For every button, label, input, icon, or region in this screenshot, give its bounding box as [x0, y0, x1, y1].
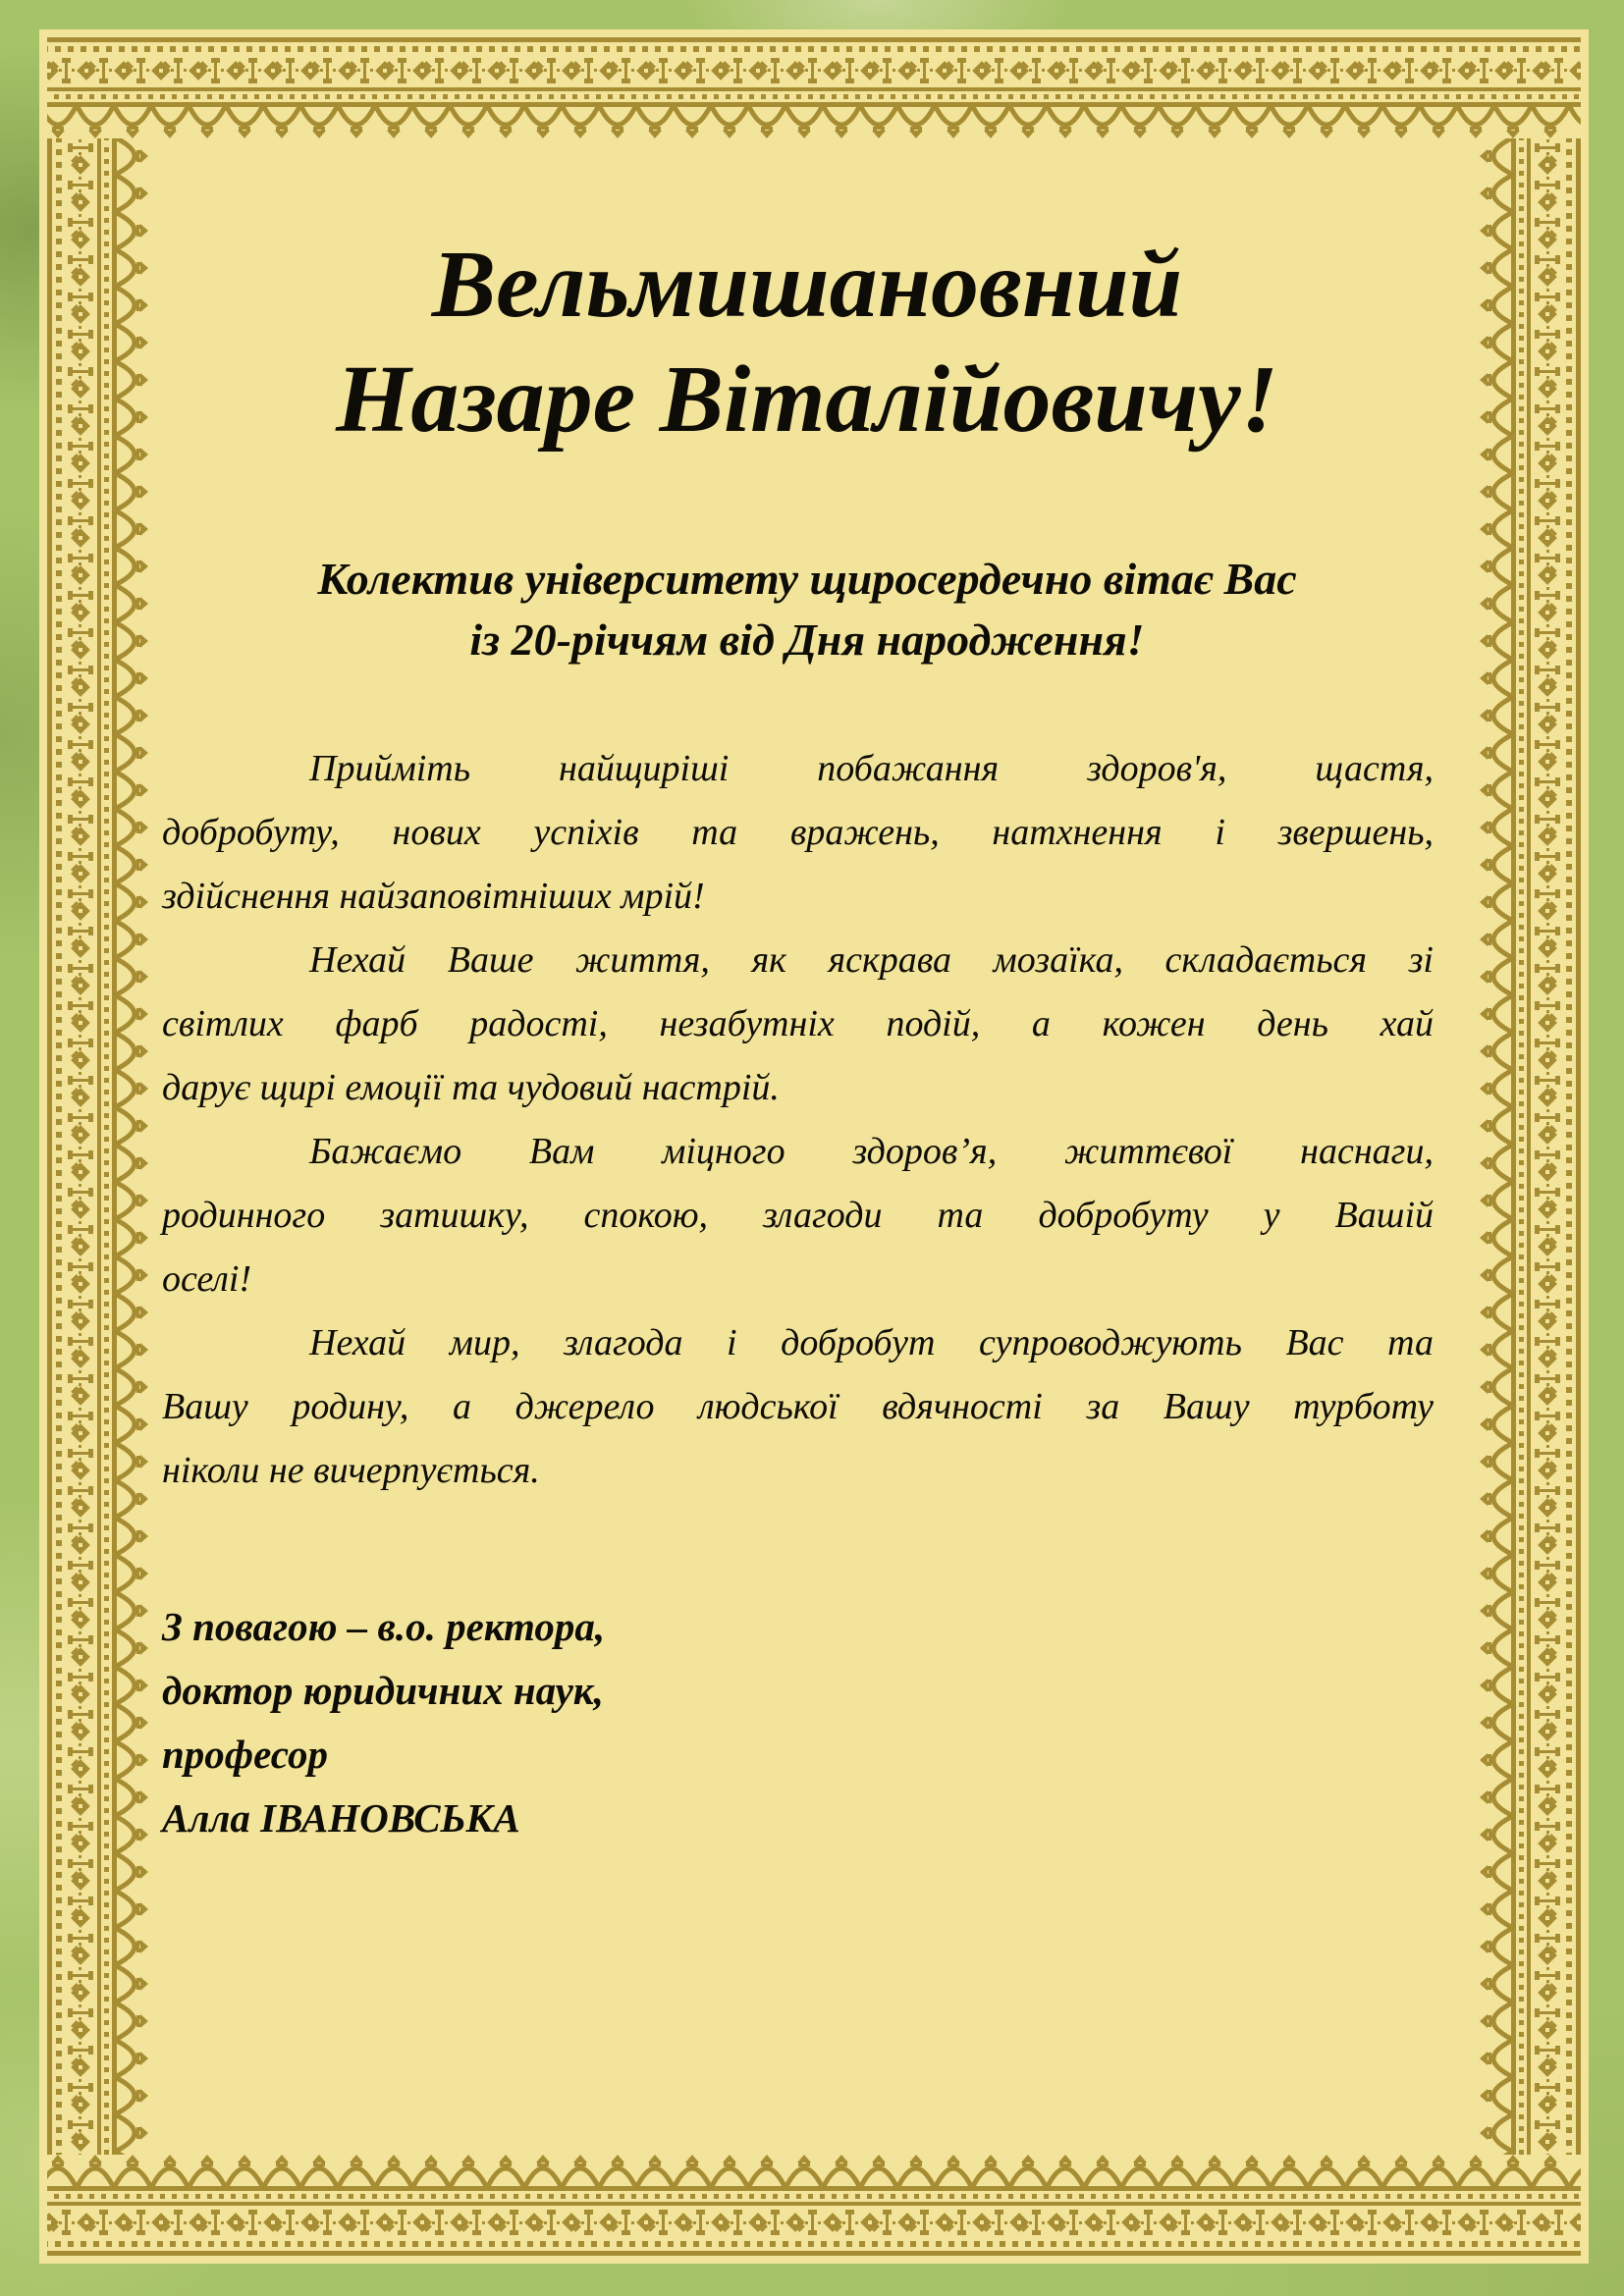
body-paragraph	[162, 929, 1434, 1120]
body-paragraph	[162, 1311, 1434, 1503]
signature-block	[162, 1595, 605, 1850]
greeting-subtitle	[39, 549, 1575, 670]
title-line-1: Вельмишановний	[431, 232, 1183, 338]
signature-line-name: Алла ІВАНОВСЬКА	[162, 1795, 520, 1841]
body-line: Прийміть найщиріші побажання здоров'я, щастя,	[309, 748, 1434, 789]
signature-line-degree: доктор юридичних наук,	[162, 1668, 604, 1713]
body-line: здійснення найзаповітніших мрій!	[162, 876, 705, 917]
greeting-body	[162, 737, 1434, 1503]
certificate-paper	[39, 29, 1589, 2264]
body-line: ніколи не вичерпується.	[162, 1450, 540, 1491]
certificate-content	[39, 29, 1589, 2264]
body-line: родинного затишку, спокою, злагоди та добробуту у Вашій	[162, 1195, 1434, 1236]
body-paragraph	[162, 1120, 1434, 1311]
body-line: Вашу родину, а джерело людської вдячності за Вашу турботу	[162, 1386, 1434, 1427]
body-line: добробуту, нових успіхів та вражень, натхнення і звершень,	[162, 812, 1434, 853]
subtitle-line-1: Колектив університету щиросердечно вітає Вас	[317, 554, 1297, 604]
body-paragraph	[162, 737, 1434, 929]
body-line: оселі!	[162, 1258, 252, 1300]
signature-line-title: професор	[162, 1732, 328, 1777]
body-line: дарує щирі емоції та чудовий настрій.	[162, 1067, 780, 1108]
signature-line-respect: З повагою – в.о. ректора,	[162, 1604, 606, 1649]
certificate-title	[39, 228, 1575, 457]
title-line-2: Назаре Віталійовичу!	[336, 347, 1278, 453]
body-line: Нехай мир, злагода і добробут супроводжують Вас та	[309, 1322, 1434, 1363]
body-line: світлих фарб радості, незабутніх подій, а кожен день хай	[162, 1003, 1434, 1044]
subtitle-line-2: із 20-річчям від Дня народження!	[469, 614, 1145, 665]
body-line: Бажаємо Вам міцного здоров’я, життєвої наснаги,	[309, 1131, 1434, 1172]
body-line: Нехай Ваше життя, як яскрава мозаїка, складається зі	[309, 939, 1434, 981]
